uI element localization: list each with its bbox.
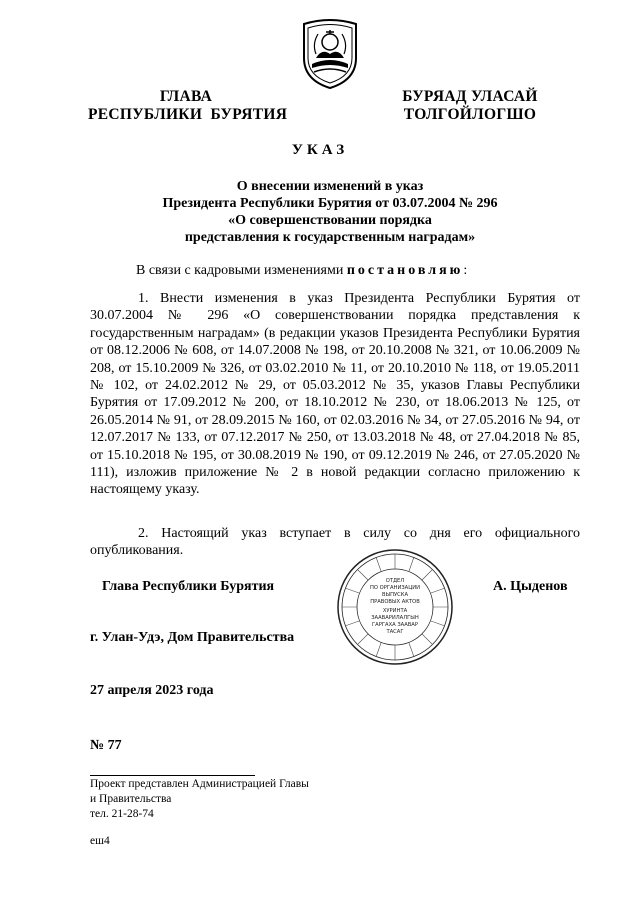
footnote xyxy=(90,777,390,822)
subject-line3: «О совершенствовании порядка xyxy=(228,213,432,228)
signing-date: 27 апреля 2023 года xyxy=(90,683,214,698)
header-left-line2: РЕСПУБЛИКИ БУРЯТИЯ xyxy=(88,106,288,123)
decree-number: № 77 xyxy=(90,738,122,753)
footnote-line1: Проект представлен Администрацией Главы xyxy=(90,778,309,790)
footnote-initials: еш4 xyxy=(90,835,110,847)
footnote-line3: тел. 21-28-74 xyxy=(90,808,154,820)
stamp-line8: ТАСАГ xyxy=(386,629,404,635)
subject-line2: Президента Республики Бурятия от 03.07.2004 № 296 xyxy=(162,196,498,211)
preamble-decree-word: постановляю xyxy=(346,263,464,278)
signer-name: А. Цыденов xyxy=(493,579,568,594)
footnote-divider xyxy=(90,775,255,776)
stamp-line4: ПРАВОВЫХ АКТОВ xyxy=(370,599,420,605)
preamble-colon: : xyxy=(463,263,468,278)
paragraph-1 xyxy=(90,290,580,499)
paragraph-1-text: 1. Внести изменения в указ Президента Республики Бурятия от 30.07.2004 № 296 «О совершенствовании порядка представления к государственным наградам» (в редакции указов Президента Республики Бурятия от 08.12.2006 № 608, от 14.07.2008 № 198, от 20.10.2008 № 321, от 10.06.2009 № 208, от 15.10.2009 № 326, от 03.02.2010 № 11, от 20.10.2010 № 118, от 19.05.2011 № 102, от 24.02.2012 № 29, от 05.03.2012 № 35, указов Главы Республики Бурятия от 17.09.2012 № 200, от 18.10.2012 № 230, от 18.06.2013 № 125, от 26.05.2014 № 91, от 28.09.2015 № 160, от 02.03.2016 № 34, от 27.05.2016 № 94, от 12.07.2017 № 133, от 07.12.2017 № 250, от 13.03.2018 № 48, от 27.04.2018 № 85, от 15.10.2018 № 195, от 30.08.2019 № 190, от 09.12.2019 № 246, от 27.05.2020 № 111), изложив приложение № 2 в новой редакции согласно приложению к настоящему указу. xyxy=(90,291,580,498)
signer-position: Глава Республики Бурятия xyxy=(102,579,275,594)
header-right-line2: ТОЛГОЙЛОГШО xyxy=(403,106,537,123)
stamp-line5: ХУРИНТА xyxy=(382,608,408,614)
stamp-seal-icon xyxy=(336,548,454,666)
paragraph-2-text: 2. Настоящий указ вступает в силу со дня его официального опубликования. xyxy=(90,526,580,559)
official-stamp xyxy=(336,548,454,666)
preamble xyxy=(136,262,566,279)
stamp-line7: ГАРГАХА ЗААВАР xyxy=(372,622,418,628)
document-subject xyxy=(130,178,530,246)
document-title: УКАЗ xyxy=(291,142,349,158)
header-left xyxy=(88,88,288,124)
paragraph-2 xyxy=(90,525,580,560)
header-right-line1: БУРЯАД УЛАСАЙ xyxy=(402,88,538,105)
coat-of-arms-icon xyxy=(298,14,362,90)
stamp-line1: ОТДЕЛ xyxy=(385,578,405,584)
footnote-line2: и Правительства xyxy=(90,793,172,805)
stamp-line6: ЗААВАРИЛАЛГЫН xyxy=(371,615,419,621)
stamp-line2: ПО ОРГАНИЗАЦИИ xyxy=(369,585,421,591)
header-left-line1: ГЛАВА xyxy=(159,88,213,105)
stamp-line3: ВЫПУСКА xyxy=(381,592,409,598)
subject-line4: представления к государственным наградам» xyxy=(184,230,476,245)
signing-place: г. Улан-Удэ, Дом Правительства xyxy=(90,630,295,645)
header-right xyxy=(390,88,550,124)
subject-line1: О внесении изменений в указ xyxy=(236,179,424,194)
preamble-text: В связи с кадровыми изменениями xyxy=(136,263,347,278)
